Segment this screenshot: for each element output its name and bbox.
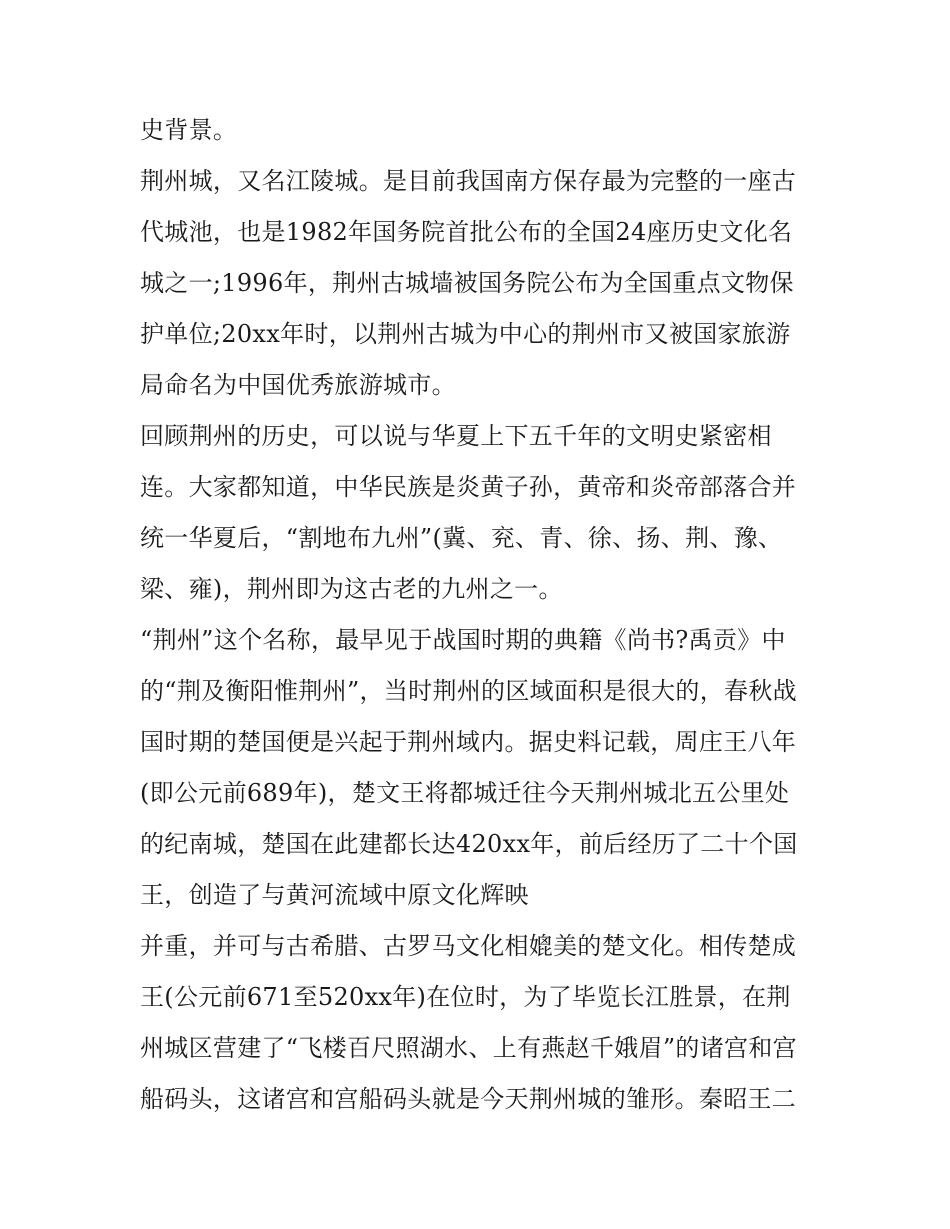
text-line: 护单位;20xx年时，以荆州古城为中心的荆州市又被国家旅游 <box>140 320 791 348</box>
text-line: 荆州城，又名江陵城。是目前我国南方保存最为完整的一座古 <box>140 167 797 195</box>
text-line: 城之一;1996年，荆州古城墙被国务院公布为全国重点文物保 <box>140 269 794 297</box>
text-line: 王(公元前671至520xx年)在位时，为了毕览长江胜景，在荆 <box>140 983 791 1011</box>
text-line: 代城池，也是1982年国务院首批公布的全国24座历史文化名 <box>140 218 793 246</box>
text-line: 并重，并可与古希腊、古罗马文化相媲美的楚文化。相传楚成 <box>140 932 797 960</box>
text-line: 船码头，这诸宫和宫船码头就是今天荆州城的雏形。秦昭王二 <box>140 1085 797 1113</box>
text-line: 国时期的楚国便是兴起于荆州域内。据史料记载，周庄王八年 <box>140 728 797 756</box>
text-line: 州城区营建了“飞楼百尺照湖水、上有燕赵千娥眉”的诸宫和宫 <box>140 1034 797 1062</box>
text-line: 梁、雍)，荆州即为这古老的九州之一。 <box>140 575 563 603</box>
text-line: 局命名为中国优秀旅游城市。 <box>140 371 456 399</box>
document-body <box>140 108 820 1128</box>
text-line: 王，创造了与黄河流域中原文化辉映 <box>140 881 529 909</box>
text-line: 的纪南城，楚国在此建都长达420xx年，前后经历了二十个国 <box>140 830 798 858</box>
text-line: 统一华夏后，“割地布九州”(冀、兖、青、徐、扬、荆、豫、 <box>140 524 783 552</box>
text-line: 史背景。 <box>140 116 238 144</box>
text-line: “荆州”这个名称，最早见于战国时期的典籍《尚书?禹贡》中 <box>140 626 786 654</box>
text-line: 连。大家都知道，中华民族是炎黄子孙，黄帝和炎帝部落合并 <box>140 473 797 501</box>
text-line: 回顾荆州的历史，可以说与华夏上下五千年的文明史紧密相 <box>140 422 772 450</box>
text-line: 的“荆及衡阳惟荆州”，当时荆州的区域面积是很大的，春秋战 <box>140 677 797 705</box>
text-line: (即公元前689年)，楚文王将都城迁往今天荆州城北五公里处 <box>140 779 790 807</box>
